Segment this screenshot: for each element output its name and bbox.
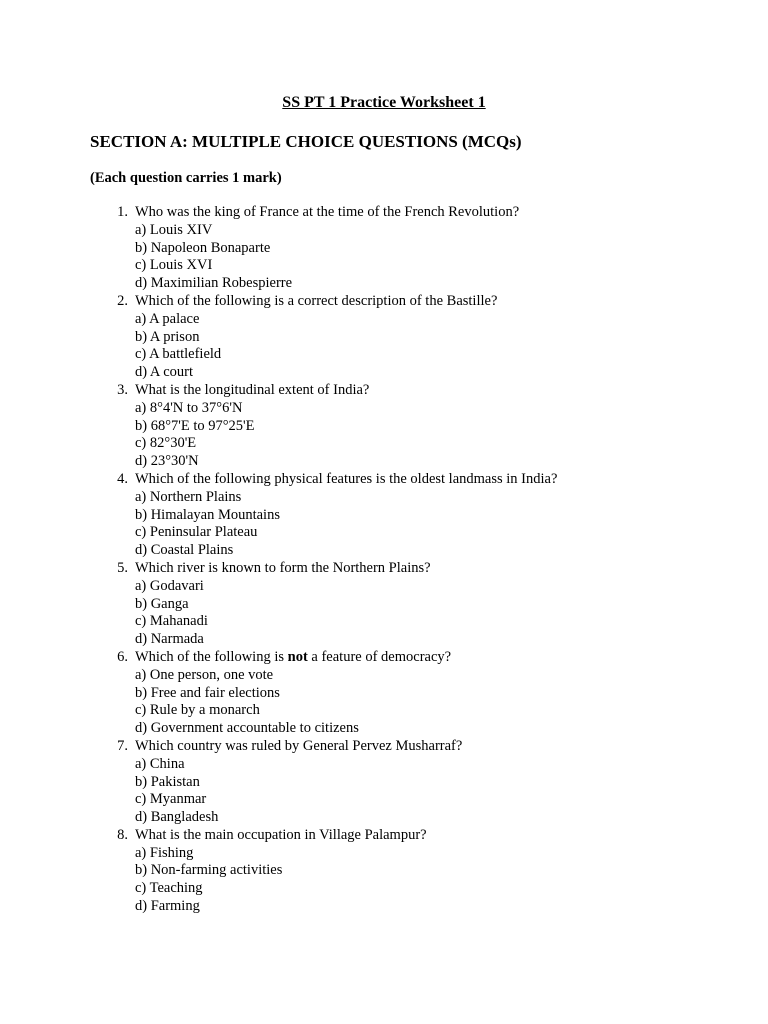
option-c: c) Mahanadi	[135, 613, 208, 630]
question-text: Which of the following is a correct description of the Bastille?	[135, 292, 498, 309]
option-a: a) Godavari	[135, 577, 204, 594]
option-d: d) Farming	[135, 898, 200, 915]
option-a: a) 8°4'N to 37°6'N	[135, 399, 243, 416]
option-b: b) Napoleon Bonaparte	[135, 239, 271, 256]
option-b: b) 68°7'E to 97°25'E	[135, 417, 255, 434]
option-b: b) Free and fair elections	[135, 684, 280, 701]
option-d: d) Maximilian Robespierre	[135, 275, 293, 292]
worksheet-title: SS PT 1 Practice Worksheet 1	[282, 94, 486, 111]
option-a: a) Northern Plains	[135, 488, 242, 505]
option-d: d) A court	[135, 364, 193, 381]
question-number: 1.	[117, 204, 128, 220]
question-text-start: Which of the following is	[135, 648, 288, 665]
option-b: b) Ganga	[135, 595, 189, 612]
option-b: b) A prison	[135, 328, 200, 345]
question-list	[0, 204, 768, 916]
question-number: 2.	[117, 292, 128, 309]
question-number: 6.	[117, 648, 128, 665]
question-item	[0, 738, 768, 827]
question-text: Who was the king of France at the time of the French Revolution?	[135, 204, 520, 220]
question-number: 8.	[117, 826, 128, 843]
question-number: 7.	[117, 737, 128, 754]
option-c: c) Myanmar	[135, 791, 207, 808]
question-text: Which country was ruled by General Pervez Musharraf?	[135, 737, 463, 754]
option-c: c) Peninsular Plateau	[135, 524, 258, 541]
option-a: a) China	[135, 755, 185, 772]
option-a: a) One person, one vote	[135, 666, 274, 683]
question-text: Which river is known to form the Northern Plains?	[135, 559, 431, 576]
option-a: a) Fishing	[135, 844, 194, 861]
question-text-emphasis: not	[287, 648, 308, 665]
option-c: c) 82°30'E	[135, 435, 197, 452]
question-text: What is the main occupation in Village Palampur?	[135, 826, 427, 843]
question-item	[0, 560, 768, 649]
option-c: c) Teaching	[135, 880, 203, 897]
option-b: b) Non-farming activities	[135, 862, 283, 879]
question-number: 4.	[117, 470, 128, 487]
option-d: d) Narmada	[135, 631, 204, 648]
question-text: What is the longitudinal extent of India?	[135, 381, 370, 398]
question-text-end: a feature of democracy?	[307, 648, 452, 665]
option-a: a) Louis XIV	[135, 221, 213, 238]
option-d: d) Coastal Plains	[135, 542, 234, 559]
question-number: 5.	[117, 559, 128, 576]
question-item	[0, 649, 768, 738]
question-item	[0, 204, 768, 293]
question-item	[0, 293, 768, 382]
question-number: 3.	[117, 381, 128, 398]
section-heading: SECTION A: MULTIPLE CHOICE QUESTIONS (MCQs)	[90, 132, 522, 151]
option-a: a) A palace	[135, 310, 200, 327]
option-d: d) Bangladesh	[135, 809, 219, 826]
option-c: c) Louis XVI	[135, 257, 213, 274]
option-c: c) A battlefield	[135, 346, 222, 363]
option-d: d) Government accountable to citizens	[135, 720, 359, 737]
question-item	[0, 382, 768, 471]
option-b: b) Himalayan Mountains	[135, 506, 280, 523]
option-d: d) 23°30'N	[135, 453, 199, 470]
question-text	[135, 649, 768, 667]
marks-note: (Each question carries 1 mark)	[90, 170, 282, 186]
option-b: b) Pakistan	[135, 773, 200, 790]
question-item	[0, 827, 768, 916]
question-text: Which of the following physical features is the oldest landmass in India?	[135, 470, 558, 487]
option-c: c) Rule by a monarch	[135, 702, 260, 719]
question-item	[0, 471, 768, 560]
